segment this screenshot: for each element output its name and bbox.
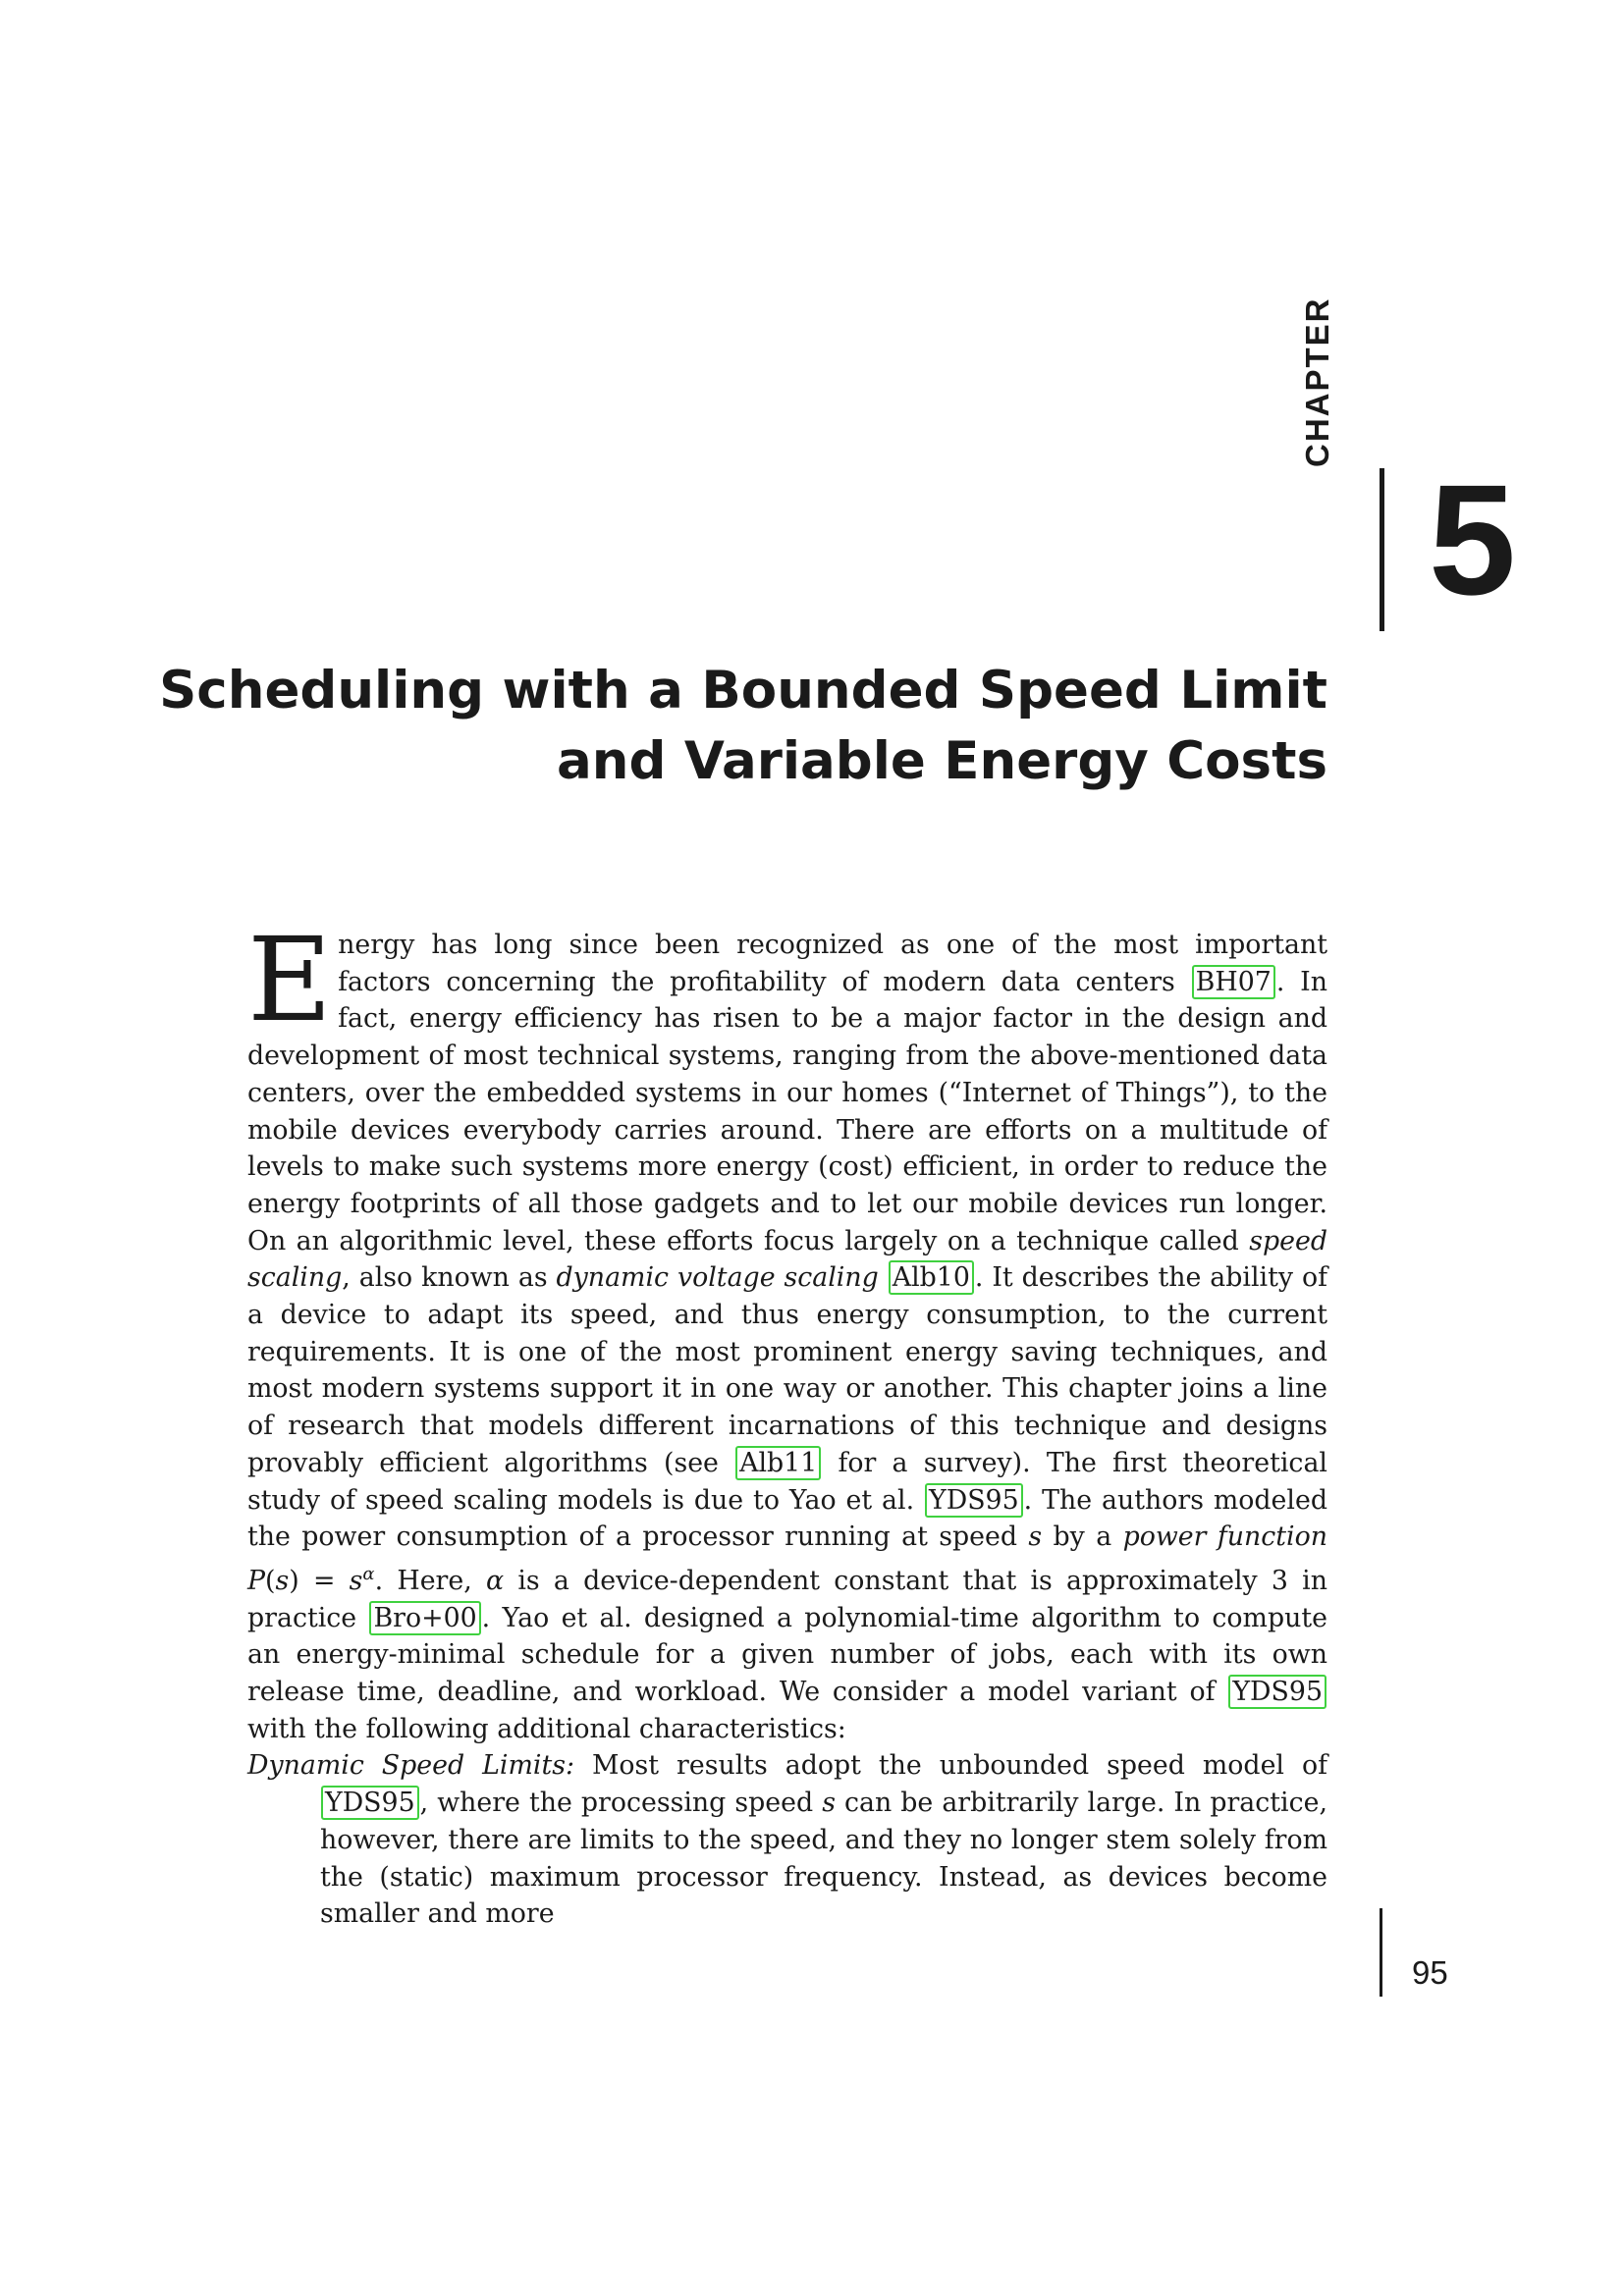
chapter-title-line-2: and Variable Energy Costs <box>556 731 1327 791</box>
page-number: 95 <box>1412 1954 1448 1991</box>
text-run: ) = <box>289 1565 350 1596</box>
text-run: for a survey). The first theoretical study of speed scaling models is due to Yao et al. <box>247 1447 1327 1516</box>
text-run: , also known as <box>342 1262 557 1294</box>
math-variable-s: s <box>275 1565 290 1596</box>
term-power-function: power function <box>1122 1522 1328 1553</box>
math-variable-s: s <box>349 1565 363 1596</box>
text-run: is a device-dependent constant that is approximately 3 in practice <box>247 1565 1327 1633</box>
math-alpha: α <box>485 1565 505 1596</box>
math-variable-s: s <box>1028 1522 1043 1553</box>
text-run: can be arbitrarily large. In practice, however, there are limits to the speed, and they no longer stem solely from the (static) maximum processor frequency. Instead, as devices become smaller and more <box>320 1788 1327 1930</box>
footer-rule <box>1380 1908 1382 1997</box>
list-item-heading: Dynamic Speed Limits: <box>247 1750 575 1782</box>
intro-paragraph <box>247 912 1328 1747</box>
chapter-title-line-1: Scheduling with a Bounded Speed Limit <box>159 661 1327 721</box>
text-run: with the following additional characteristics: <box>247 1713 846 1744</box>
term-dynamic-voltage-scaling: dynamic voltage scaling <box>556 1262 879 1294</box>
citation-link-bh07[interactable]: BH07 <box>1192 965 1275 999</box>
math-exponent-alpha: α <box>362 1563 375 1584</box>
citation-link-alb10[interactable]: Alb10 <box>889 1260 974 1295</box>
chapter-number: 5 <box>1429 452 1516 627</box>
text-run: Most results adopt the unbounded speed model of <box>574 1750 1327 1782</box>
citation-link-bro00[interactable]: Bro+00 <box>369 1601 480 1635</box>
text-run: . Here, <box>374 1565 486 1596</box>
text-run: . The authors modeled the power consumption of a processor running at speed <box>247 1484 1327 1553</box>
chapter-label: CHAPTER <box>1299 296 1335 467</box>
citation-link-yds95[interactable]: YDS95 <box>321 1786 419 1820</box>
chapter-rule <box>1380 468 1384 631</box>
term-speed-scaling: speed scaling <box>247 1225 1327 1294</box>
math-variable-s: s <box>822 1788 836 1819</box>
citation-link-yds95[interactable]: YDS95 <box>925 1483 1023 1518</box>
text-run <box>879 1262 888 1293</box>
text-run: . It describes the ability of a device to adapt its speed, and thus energy consumption, to the current requirements. It is one of the most prominent energy saving techniques, and most modern systems support it in one way or another. This chapter joins a line of research that models different incarnations of this technique and designs provably efficient algorithms (see <box>247 1262 1328 1478</box>
citation-link-yds95[interactable]: YDS95 <box>1228 1675 1326 1709</box>
chapter-title <box>149 656 1327 797</box>
citation-link-alb11[interactable]: Alb11 <box>735 1446 821 1480</box>
text-run: by a <box>1042 1522 1123 1553</box>
list-item-dynamic-speed-limits <box>247 1747 1327 1933</box>
text-run: . Yao et al. designed a polynomial-time algorithm to compute an energy-minimal schedule for a given number of jobs, each with its own release time, deadline, and workload. We consider a model variant of <box>247 1602 1327 1707</box>
math-P: P <box>247 1565 266 1596</box>
text-run: nergy has long since been recognized as one of the most important factors concerning the profitability of modern data centers <box>338 930 1327 997</box>
drop-cap: E <box>247 912 333 1047</box>
text-run: ( <box>265 1565 276 1596</box>
body-text <box>247 912 1328 1933</box>
text-run: . In fact, energy efficiency has risen to be a major factor in the design and development of most technical systems, ranging from the above-mentioned data centers, over the embedded systems in our homes (“Internet of Things”), to the mobile devices everybody carries around. There are efforts on a multitude of levels to make such systems more energy (cost) efficient, in order to reduce the energy footprints of all those gadgets and to let our mobile devices run longer. On an algorithmic level, these efforts focus largely on a technique called <box>247 966 1327 1256</box>
text-run: , where the processing speed <box>419 1788 823 1819</box>
